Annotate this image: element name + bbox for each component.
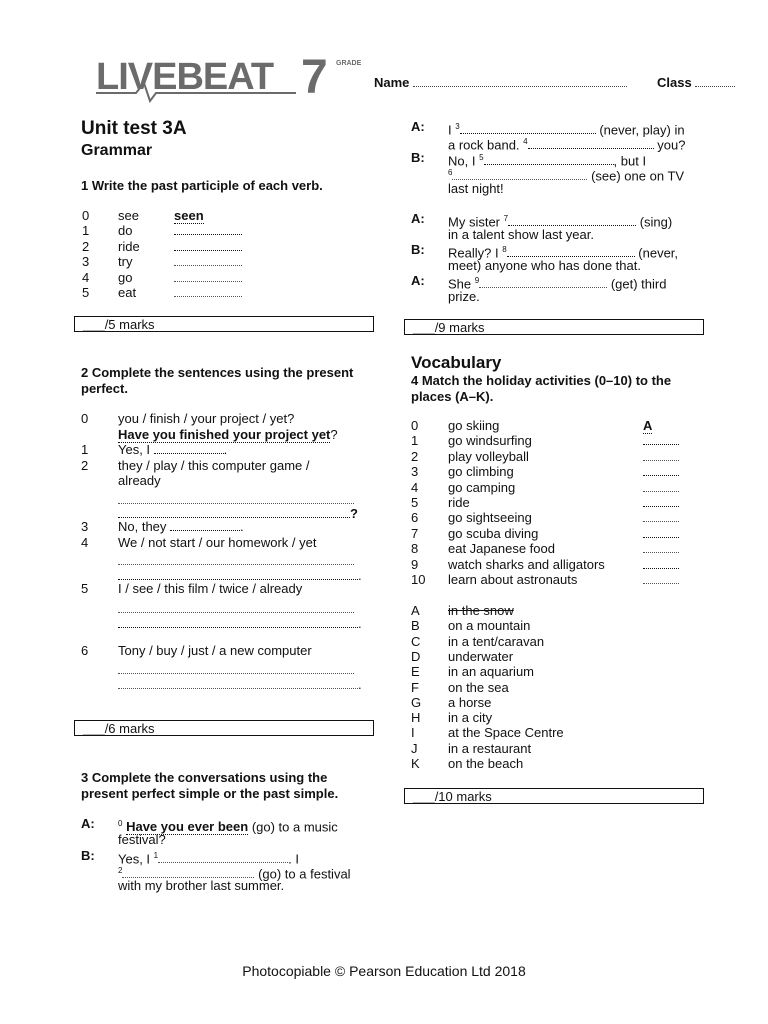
vocabulary-title: Vocabulary xyxy=(411,353,502,372)
ex3-a-label-1: A: xyxy=(81,816,95,831)
ex4-place-text: in a tent/caravan xyxy=(448,633,545,649)
ex4-activity-num: 4 xyxy=(411,479,419,495)
ex4-blank[interactable] xyxy=(643,449,679,461)
ex2-num-1: 1 xyxy=(81,442,89,457)
ex4-blank[interactable] xyxy=(643,464,679,476)
ex2-item6-blank-2[interactable] xyxy=(118,677,358,689)
ex4-place-text: on the sea xyxy=(448,679,509,695)
ex1-num: 4 xyxy=(82,270,90,285)
ex3b-b1-cont: $^6$ (see) one on TV xyxy=(448,168,685,184)
ex4-activity-text: play volleyball xyxy=(448,448,529,464)
ex1-blank[interactable] xyxy=(174,223,242,235)
name-label: Name xyxy=(374,75,410,90)
ex2-num-3: 3 xyxy=(81,519,89,534)
ex4-activity-num: 6 xyxy=(411,510,419,526)
ex1-num: 1 xyxy=(82,223,90,238)
ex4-place-text: on the beach xyxy=(448,756,524,771)
ex2-item2-prompt-b: already xyxy=(118,473,161,488)
ex4-place-text: in a restaurant xyxy=(448,740,532,756)
ex2-item0-prompt: you / finish / your project / yet? xyxy=(118,411,295,426)
ex1-num: 0 xyxy=(82,208,90,223)
ex3-blank-2[interactable] xyxy=(122,866,254,878)
ex2-item1: Yes, I . xyxy=(118,442,228,457)
ex4-blank[interactable] xyxy=(643,557,679,569)
ex4-activity-text: go sightseeing xyxy=(448,510,532,526)
ex3-line1-answer: Have you ever been xyxy=(126,819,249,835)
grammar-title: Grammar xyxy=(81,142,153,159)
ex3b-b2: Really? I $^8$ (never, xyxy=(448,245,679,261)
ex2-item5-blank-1[interactable] xyxy=(118,601,354,613)
ex2-item2-prompt-a: they / play / this computer game / xyxy=(118,458,310,473)
ex4-activity-text: go windsurfing xyxy=(448,433,532,449)
ex4-instruction: 4 Match the holiday activities (0–10) to the places (A–K). xyxy=(411,373,672,404)
svg-text:LIVEBEAT: LIVEBEAT xyxy=(96,56,274,98)
ex3-instruction: 3 Complete the conversations using the present perfect simple or the past simple. xyxy=(81,770,339,801)
ex4-place-text: in an aquarium xyxy=(448,664,534,680)
svg-text:GRADE: GRADE xyxy=(336,60,362,67)
ex1-num: 2 xyxy=(82,239,90,254)
ex1-marks-box[interactable]: ___/5 marks xyxy=(74,316,374,332)
ex2-marks-box[interactable]: ___/6 marks xyxy=(74,720,374,736)
ex3b-b1-cont2: last night! xyxy=(448,181,504,196)
ex3-a-label-4: A: xyxy=(411,273,425,288)
ex3-blank-3[interactable] xyxy=(460,122,596,134)
ex3-blank-7[interactable] xyxy=(508,214,636,226)
ex4-place-letter: A xyxy=(411,603,420,618)
ex3b-a1-cont: a rock band. $^4$ you? xyxy=(448,137,686,153)
ex4-place-letter: J xyxy=(411,740,418,756)
ex2-item0-answer-line: Have you finished your project yet? xyxy=(118,427,338,442)
ex3-b-label-1: B: xyxy=(81,848,95,863)
ex4-blank[interactable] xyxy=(643,480,679,492)
ex3b-a1: I $^3$ (never, play) in xyxy=(448,122,685,138)
ex4-activity-text: go camping xyxy=(448,479,516,495)
unit-title: Unit test 3A xyxy=(81,118,187,139)
ex2-item3: No, they . xyxy=(118,519,244,534)
ex1-verb: try xyxy=(118,254,133,269)
ex2-item6-blank-1[interactable] xyxy=(118,662,354,674)
ex4-blank[interactable] xyxy=(643,433,679,445)
ex3b-b2-cont: meet) anyone who has done that. xyxy=(448,258,641,273)
ex3-blank-4[interactable] xyxy=(528,137,654,149)
ex4-place-letter: H xyxy=(411,710,421,726)
svg-text:7: 7 xyxy=(301,53,328,103)
ex4-marks-box[interactable]: ___/10 marks xyxy=(404,788,704,804)
ex2-item3-blank[interactable] xyxy=(170,519,240,531)
ex4-activity-text: watch sharks and alligators xyxy=(448,556,605,572)
ex4-place-letter: I xyxy=(411,725,415,741)
ex3-line1-cont: festival? xyxy=(118,832,166,847)
ex3-b-label-2: B: xyxy=(411,150,425,165)
ex4-activity-num: 10 xyxy=(411,572,426,587)
ex4-blank[interactable] xyxy=(643,572,679,584)
ex2-item1-blank[interactable] xyxy=(154,442,224,454)
ex4-activity-num: 0 xyxy=(411,418,419,433)
ex4-answer: A xyxy=(643,418,653,433)
ex2-item4-prompt: We / not start / our homework / yet xyxy=(118,535,317,550)
ex3-blank-8[interactable] xyxy=(507,245,635,257)
ex1-verb: go xyxy=(118,270,133,285)
ex3-a-label-3: A: xyxy=(411,211,425,226)
ex4-place-letter: K xyxy=(411,756,420,771)
ex4-activity-text: go skiing xyxy=(448,418,500,433)
class-field[interactable] xyxy=(657,74,735,90)
ex2-item4-blank-2[interactable] xyxy=(118,568,358,580)
ex3-line1: $^0$ Have you ever been (go) to a music xyxy=(118,819,338,835)
ex3-blank-6[interactable] xyxy=(452,168,587,180)
ex1-num: 5 xyxy=(82,285,90,300)
ex4-place-letter: E xyxy=(411,664,420,680)
ex4-activity-num: 1 xyxy=(411,433,419,449)
ex1-blank[interactable] xyxy=(174,270,242,282)
ex4-place-letter: G xyxy=(411,694,422,710)
ex4-blank[interactable] xyxy=(643,526,679,538)
ex1-verb: see xyxy=(118,208,139,223)
ex3-line3: $^2$ (go) to a festival xyxy=(118,866,351,882)
ex4-activity-num: 7 xyxy=(411,525,419,541)
ex3-a-label-2: A: xyxy=(411,119,425,134)
ex3b-a2-cont: in a talent show last year. xyxy=(448,227,594,242)
ex2-num-6: 6 xyxy=(81,643,89,658)
ex4-place-text: underwater xyxy=(448,648,514,664)
ex4-place-text: a horse xyxy=(448,694,492,710)
ex2-num-0: 0 xyxy=(81,411,89,426)
ex1-num: 3 xyxy=(82,254,90,269)
ex4-blank[interactable] xyxy=(643,495,679,507)
ex4-activity-num: 2 xyxy=(411,448,419,464)
ex4-activity-num: 9 xyxy=(411,556,419,572)
ex3b-a3-cont: prize. xyxy=(448,289,480,304)
ex2-num-5: 5 xyxy=(81,581,89,596)
ex1-blank[interactable] xyxy=(174,239,242,251)
ex4-activity-num: 3 xyxy=(411,464,419,480)
ex3b-b1: No, I $^5$ , but I xyxy=(448,153,647,169)
ex3-blank-5[interactable] xyxy=(484,153,614,165)
ex4-activity-text: go scuba diving xyxy=(448,525,539,541)
ex4-activity-num: 5 xyxy=(411,495,419,510)
ex2-item5-prompt: I / see / this film / twice / already xyxy=(118,581,303,596)
ex3-line2: Yes, I $^1$ . I xyxy=(118,851,299,867)
ex1-verb: ride xyxy=(118,239,140,254)
ex4-place-letter: B xyxy=(411,618,420,634)
ex2-num-4: 4 xyxy=(81,535,89,550)
ex4-place-text: in the snow xyxy=(448,603,514,618)
ex4-activity-num: 8 xyxy=(411,541,419,557)
ex3-line3-cont: with my brother last summer. xyxy=(118,878,285,893)
ex4-blank[interactable] xyxy=(643,541,679,553)
ex2-item0-answer: Have you finished your project yet xyxy=(118,427,331,442)
ex3b-a3: She $^9$ (get) third xyxy=(448,276,667,292)
livebeat-logo xyxy=(96,53,366,103)
ex2-instruction: 2 Complete the sentences using the present perfect. xyxy=(81,365,354,396)
footer-copyright: Photocopiable © Pearson Education Ltd 2018 xyxy=(242,963,526,979)
ex2-item2-blank-2[interactable] xyxy=(118,506,350,518)
ex2-item5-blank-2[interactable] xyxy=(118,616,358,628)
ex4-place-text: on a mountain xyxy=(448,618,531,634)
ex4-blank[interactable] xyxy=(643,510,679,522)
ex1-verb: eat xyxy=(118,285,137,300)
ex3b-a2: My sister $^7$ (sing) xyxy=(448,214,673,230)
ex4-place-text: in a city xyxy=(448,710,493,726)
ex2-item2-blank-1[interactable] xyxy=(118,492,354,504)
ex4-activity-text: learn about astronauts xyxy=(448,572,578,587)
ex1-blank[interactable] xyxy=(174,285,242,297)
ex4-activity-text: ride xyxy=(448,495,470,510)
ex4-activity-text: eat Japanese food xyxy=(448,541,555,557)
ex3-blank-9[interactable] xyxy=(479,276,607,288)
ex2-num-2: 2 xyxy=(81,458,89,473)
ex4-activity-text: go climbing xyxy=(448,464,514,480)
ex3-b-label-3: B: xyxy=(411,242,425,257)
ex3-blank-1[interactable] xyxy=(158,851,288,863)
ex4-place-letter: C xyxy=(411,633,421,649)
ex1-answer: seen xyxy=(174,208,204,223)
ex1-verb: do xyxy=(118,223,133,238)
ex3-marks-box[interactable]: ___/9 marks xyxy=(404,319,704,335)
ex4-place-text: at the Space Centre xyxy=(448,725,564,741)
ex4-place-letter: F xyxy=(411,679,419,695)
class-label: Class xyxy=(657,75,692,90)
ex1-blank[interactable] xyxy=(174,254,242,266)
ex1-instruction: 1 Write the past participle of each verb. xyxy=(81,178,323,193)
ex2-item6-prompt: Tony / buy / just / a new computer xyxy=(118,643,312,658)
ex4-place-letter: D xyxy=(411,648,421,664)
ex2-item4-blank-1[interactable] xyxy=(118,553,354,565)
name-field[interactable] xyxy=(374,74,627,90)
